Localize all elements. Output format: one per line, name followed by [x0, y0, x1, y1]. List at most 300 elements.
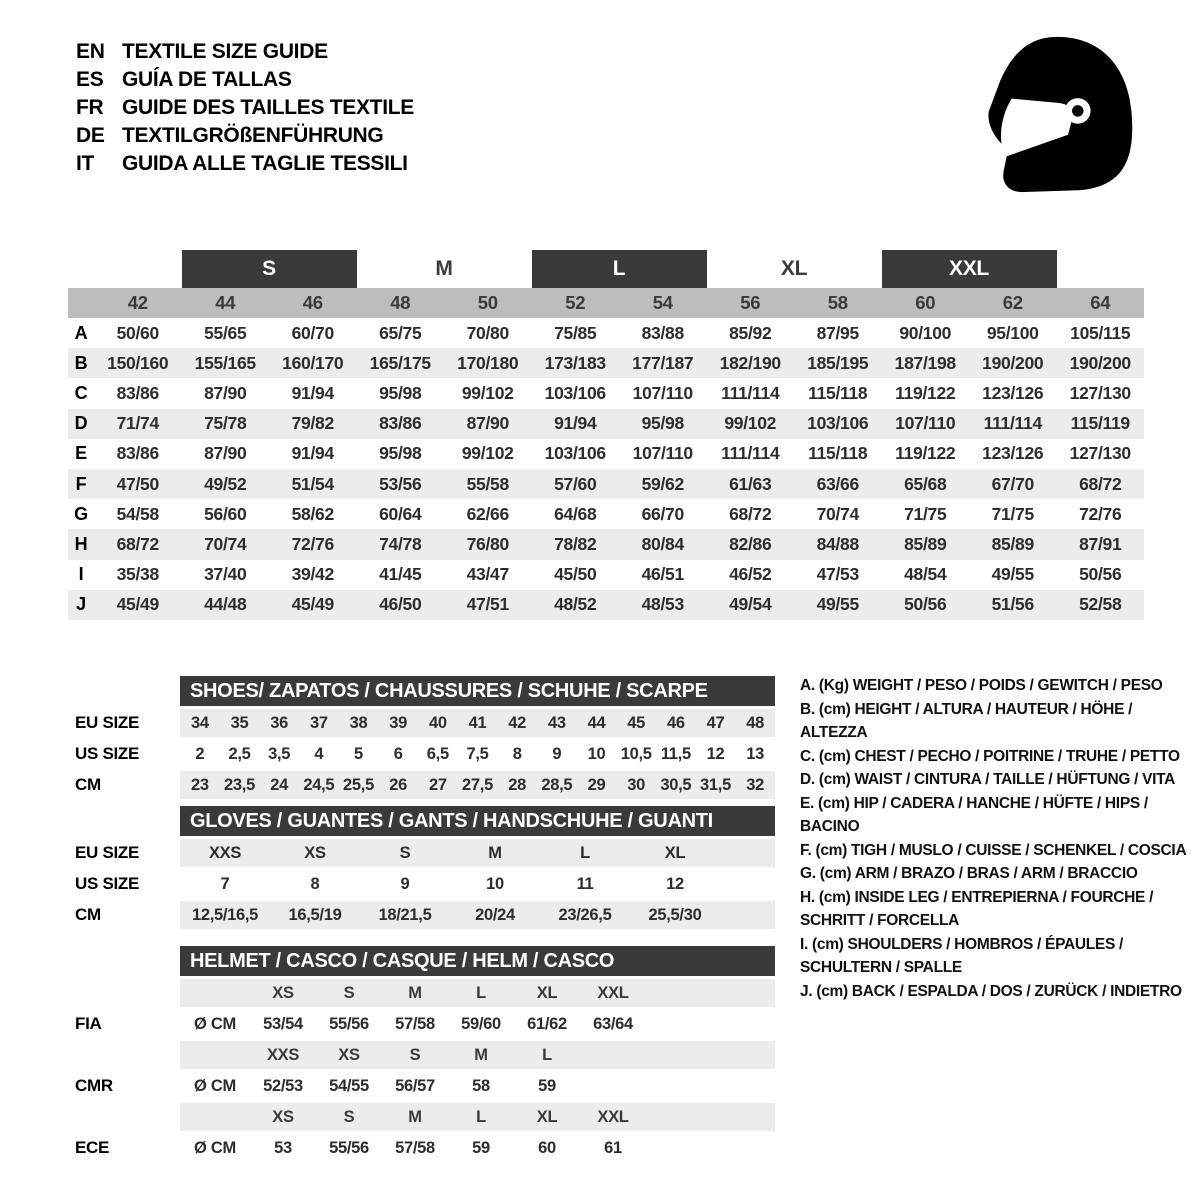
size-value: XS [304, 843, 326, 862]
numeric-size: 42 [127, 292, 148, 313]
size-value: 46/51 [641, 564, 684, 585]
size-value: 75/85 [554, 322, 597, 343]
size-value: 87/90 [204, 443, 247, 464]
size-value: 103/106 [544, 382, 606, 403]
size-value: 95/98 [379, 382, 422, 403]
language-row [76, 66, 414, 94]
size-value: 29 [587, 775, 606, 794]
size-value: 82/86 [729, 533, 772, 554]
row-values [180, 1103, 775, 1131]
helmet-size-label: M [408, 1107, 422, 1126]
numeric-size: 54 [652, 292, 673, 313]
shoes-table [75, 676, 780, 799]
size-value: 44 [587, 713, 606, 732]
size-value: 60/70 [291, 322, 334, 343]
size-value: 46/50 [379, 594, 422, 615]
size-value: 60 [538, 1138, 556, 1157]
size-value: 68/72 [116, 533, 159, 554]
size-value: 75/78 [204, 413, 247, 434]
size-value: 64/68 [554, 503, 597, 524]
size-value: 66/70 [641, 503, 684, 524]
size-value: 41/45 [379, 564, 422, 585]
language-code: DE [76, 124, 105, 147]
helmet-size-label: XXL [597, 983, 629, 1002]
size-value: 39 [389, 713, 408, 732]
size-value: XXS [208, 843, 242, 862]
numeric-size: 44 [215, 292, 236, 313]
size-value: 107/110 [895, 413, 956, 434]
size-value: 55/65 [204, 322, 247, 343]
helmet-size-label: XL [536, 983, 558, 1002]
size-value: 70/74 [204, 533, 247, 554]
size-value: 95/98 [641, 413, 684, 434]
size-value: 67/70 [991, 473, 1034, 494]
legend-item: G. (cm) ARM / BRAZO / BRAS / ARM / BRACCIO [800, 865, 1138, 882]
numeric-size: 52 [565, 292, 586, 313]
row-letter: I [78, 564, 84, 585]
table-row [75, 1010, 780, 1038]
table-row [68, 590, 1144, 620]
size-value: 45 [627, 713, 646, 732]
size-value: 90/100 [899, 322, 952, 343]
helmet-size-label: XS [338, 1045, 360, 1064]
textile-size-band [68, 288, 1144, 318]
row-values [180, 1041, 775, 1069]
size-value: 49/54 [729, 594, 772, 615]
size-value: 111/114 [721, 382, 780, 403]
diameter-unit: Ø CM [194, 1014, 236, 1033]
size-value: 53/54 [263, 1014, 303, 1033]
legend-item: J. (cm) BACK / ESPALDA / DOS / ZURÜCK / INDIETRO [800, 982, 1182, 1000]
size-value: 60/64 [379, 503, 422, 524]
helmet-size-row [75, 979, 780, 1007]
size-value: 61 [604, 1138, 622, 1157]
size-value: 26 [389, 775, 408, 794]
row-values [180, 1072, 775, 1100]
size-value: 48/53 [641, 594, 684, 615]
legend-item: A. (Kg) WEIGHT / PESO / POIDS / GEWITCH / PESO [800, 677, 1163, 694]
legend-item: C. (cm) CHEST / PECHO / POITRINE / TRUHE / PETTO [800, 747, 1180, 765]
size-value: 54/55 [329, 1076, 369, 1095]
numeric-size: 60 [915, 292, 936, 313]
size-value: 54/58 [116, 503, 159, 524]
size-value: 43 [547, 713, 566, 732]
size-value: 7,5 [466, 744, 489, 763]
size-value: S [399, 843, 411, 862]
size-value: 111/114 [721, 443, 780, 464]
row-label-spacer [75, 1103, 180, 1131]
helmet-size-label: M [474, 1045, 488, 1064]
row-label: CM [75, 775, 101, 794]
helmet-size-label: M [408, 983, 422, 1002]
size-value: 115/118 [808, 382, 868, 403]
size-value: 32 [746, 775, 765, 794]
numeric-size: 56 [740, 292, 761, 313]
size-value: 182/190 [719, 352, 781, 373]
size-value: 50/56 [1079, 564, 1122, 585]
size-value: 99/102 [461, 443, 514, 464]
size-value: 173/183 [544, 352, 606, 373]
size-value: 49/52 [204, 473, 247, 494]
size-value: 52/58 [1079, 594, 1122, 615]
size-value: 30 [627, 775, 646, 794]
size-value: 28,5 [541, 775, 573, 794]
helmet-icon-svg [972, 28, 1150, 200]
size-value: 52/53 [263, 1076, 303, 1095]
row-label: EU SIZE [75, 843, 140, 862]
table-row [68, 499, 1144, 529]
shoes-rows [75, 709, 780, 799]
size-value: 57/58 [395, 1138, 435, 1157]
size-value: 47 [706, 713, 725, 732]
size-group-label: S [182, 250, 357, 288]
size-value: 127/130 [1069, 382, 1131, 403]
size-value: 155/165 [194, 352, 256, 373]
size-value: 65/75 [379, 322, 422, 343]
numeric-size: 64 [1090, 292, 1111, 313]
size-value: 65/68 [904, 473, 947, 494]
size-value: 10,5 [620, 744, 652, 763]
size-value: 24,5 [303, 775, 335, 794]
row-label: EU SIZE [75, 713, 140, 732]
size-value: 95/98 [379, 443, 422, 464]
size-value: 91/94 [291, 443, 334, 464]
size-value: 53/56 [379, 473, 422, 494]
size-value: M [488, 843, 502, 862]
table-row [75, 709, 780, 737]
size-value: 58 [472, 1076, 490, 1095]
size-value: 165/175 [369, 352, 431, 373]
row-values [180, 740, 775, 768]
size-value: 46 [666, 713, 685, 732]
row-values [180, 709, 775, 737]
helmet-size-label: XS [272, 1107, 294, 1126]
textile-size-table [68, 250, 1144, 620]
shoes-title: SHOES/ ZAPATOS / CHAUSSURES / SCHUHE / SCARPE [180, 676, 775, 706]
row-values [180, 901, 775, 929]
size-value: 53 [274, 1138, 292, 1157]
size-value: 25,5 [343, 775, 374, 794]
size-value: 85/89 [991, 533, 1034, 554]
size-value: 190/200 [1069, 352, 1131, 373]
size-value: 16,5/19 [288, 905, 342, 924]
gloves-rows [75, 839, 780, 929]
size-value: 3,5 [268, 744, 291, 763]
table-row [75, 771, 780, 799]
size-value: 63/64 [593, 1014, 633, 1033]
size-value: 2,5 [228, 744, 251, 763]
size-value: 72/76 [291, 533, 334, 554]
helmet-size-label: L [542, 1045, 552, 1064]
size-value: 187/198 [894, 352, 956, 373]
size-value: 61/62 [527, 1014, 567, 1033]
size-value: 31,5 [700, 775, 731, 794]
size-value: 115/119 [1070, 413, 1130, 434]
helmet-size-label: S [409, 1045, 421, 1064]
size-value: 87/91 [1079, 533, 1122, 554]
size-value: 23 [190, 775, 209, 794]
helmet-title: HELMET / CASCO / CASQUE / HELM / CASCO [180, 946, 775, 976]
size-value: 46/52 [729, 564, 772, 585]
row-values [180, 771, 775, 799]
size-value: 83/86 [379, 413, 422, 434]
size-value: 76/80 [466, 533, 509, 554]
row-letter: J [76, 594, 86, 615]
diameter-unit: Ø CM [194, 1076, 236, 1095]
size-value: 127/130 [1069, 443, 1131, 464]
row-values [180, 979, 775, 1007]
size-value: 40 [428, 713, 447, 732]
language-row [76, 150, 414, 178]
size-value: 39/42 [291, 564, 334, 585]
size-value: 55/58 [466, 473, 509, 494]
row-letter: G [74, 503, 88, 524]
size-value: 38 [349, 713, 368, 732]
size-value: 11 [576, 874, 594, 893]
language-title: GUIDA ALLE TAGLIE TESSILI [122, 152, 408, 175]
numeric-size: 48 [390, 292, 411, 313]
size-value: L [580, 843, 590, 862]
row-label: US SIZE [75, 874, 140, 893]
size-value: 78/82 [554, 533, 597, 554]
size-group-label: L [532, 250, 707, 288]
size-value: 91/94 [554, 413, 597, 434]
table-row [75, 1072, 780, 1100]
size-value: 51/56 [991, 594, 1034, 615]
size-value: 10 [587, 744, 606, 763]
size-value: 27 [428, 775, 447, 794]
size-value: 20/24 [475, 905, 515, 924]
table-row [68, 439, 1144, 469]
size-value: 70/80 [466, 322, 509, 343]
size-group-label: XXL [882, 250, 1057, 288]
row-label: US SIZE [75, 744, 140, 763]
row-letter: D [74, 413, 88, 434]
size-value: 13 [746, 744, 765, 763]
size-value: 105/115 [1070, 322, 1131, 343]
table-row [75, 740, 780, 768]
legend-item: D. (cm) WAIST / CINTURA / TAILLE / HÜFTUNG / VITA [800, 771, 1176, 788]
size-value: 185/195 [807, 352, 869, 373]
row-label: CM [75, 905, 101, 924]
helmet-icon [972, 28, 1150, 200]
numeric-size: 58 [827, 292, 848, 313]
size-value: 83/86 [116, 443, 159, 464]
size-value: 87/90 [204, 382, 247, 403]
row-letter: H [74, 533, 88, 554]
size-value: 160/170 [282, 352, 344, 373]
size-value: 85/92 [729, 322, 772, 343]
standard-label: CMR [75, 1076, 113, 1095]
row-letter: E [75, 443, 87, 464]
size-value: XL [664, 843, 686, 862]
numeric-size: 46 [302, 292, 323, 313]
size-value: 57/58 [395, 1014, 435, 1033]
size-value: 107/110 [632, 382, 693, 403]
table-row [75, 870, 780, 898]
table-row [75, 839, 780, 867]
size-value: 44/48 [204, 594, 247, 615]
numeric-size: 50 [477, 292, 498, 313]
size-value: 48 [746, 713, 765, 732]
table-row [68, 560, 1144, 590]
helmet-size-label: L [476, 1107, 486, 1126]
size-value: 71/74 [116, 413, 159, 434]
gloves-title: GLOVES / GUANTES / GANTS / HANDSCHUHE / GUANTI [180, 806, 775, 836]
table-row [68, 409, 1144, 439]
size-value: 36 [270, 713, 289, 732]
size-value: 48/52 [554, 594, 597, 615]
helmet-size-label: XXS [266, 1045, 300, 1064]
size-value: 12 [706, 744, 725, 763]
size-value: 30,5 [660, 775, 692, 794]
helmet-size-row [75, 1041, 780, 1069]
helmet-size-label: XS [272, 983, 294, 1002]
legend-item: E. (cm) HIP / CADERA / HANCHE / HÜFTE / HIPS / BACINO [800, 794, 1148, 835]
size-value: 70/74 [816, 503, 859, 524]
size-value: 6,5 [426, 744, 449, 763]
language-header [76, 38, 414, 178]
row-letter: F [75, 473, 87, 494]
size-value: 42 [508, 713, 527, 732]
language-title: TEXTILE SIZE GUIDE [122, 40, 328, 63]
size-value: 91/94 [291, 382, 334, 403]
size-value: 47/53 [816, 564, 859, 585]
table-row [75, 901, 780, 929]
size-value: 56/60 [204, 503, 247, 524]
size-value: 84/88 [816, 533, 859, 554]
language-code: EN [76, 40, 105, 63]
language-title: GUÍA DE TALLAS [122, 68, 292, 91]
helmet-size-label: XL [536, 1107, 558, 1126]
size-value: 51/54 [291, 473, 334, 494]
size-value: 49/55 [816, 594, 859, 615]
size-value: 111/114 [983, 413, 1042, 434]
size-value: 119/122 [895, 443, 956, 464]
size-value: 68/72 [1079, 473, 1122, 494]
row-label-spacer [75, 1041, 180, 1069]
measurement-legend [800, 674, 1200, 1003]
standard-label: FIA [75, 1014, 102, 1033]
helmet-size-row [75, 1103, 780, 1131]
legend-item: H. (cm) INSIDE LEG / ENTREPIERNA / FOURCHE / SCHRITT / FORCELLA [800, 888, 1154, 929]
size-value: 37/40 [204, 564, 247, 585]
size-value: 34 [190, 713, 209, 732]
size-value: 56/57 [395, 1076, 435, 1095]
size-value: 103/106 [544, 443, 606, 464]
table-row [68, 348, 1144, 378]
size-value: 59 [538, 1076, 556, 1095]
legend-item: I. (cm) SHOULDERS / HOMBROS / ÉPAULES / SCHULTERN / SPALLE [800, 935, 1124, 976]
size-value: 123/126 [982, 443, 1044, 464]
size-value: 59 [472, 1138, 490, 1157]
size-value: 57/60 [554, 473, 597, 494]
helmet-table [75, 946, 780, 1162]
diameter-unit: Ø CM [194, 1138, 236, 1157]
size-value: 99/102 [461, 382, 514, 403]
size-value: 45/50 [554, 564, 597, 585]
size-value: 87/90 [466, 413, 509, 434]
language-row [76, 94, 414, 122]
row-letter: C [74, 382, 88, 403]
size-value: 12 [666, 874, 684, 893]
size-value: 7 [220, 874, 230, 893]
size-value: 119/122 [895, 382, 956, 403]
size-value: 71/75 [904, 503, 947, 524]
size-value: 74/78 [379, 533, 422, 554]
size-value: 55/56 [329, 1014, 369, 1033]
size-value: 48/54 [904, 564, 947, 585]
size-group-label: M [435, 257, 453, 280]
size-value: 47/50 [116, 473, 159, 494]
language-row [76, 38, 414, 66]
row-values [180, 870, 775, 898]
size-value: 47/51 [466, 594, 509, 615]
size-value: 95/100 [986, 322, 1039, 343]
language-code: IT [76, 152, 95, 175]
size-value: 85/89 [904, 533, 947, 554]
table-row [68, 318, 1144, 348]
numeric-size: 62 [1002, 292, 1023, 313]
size-value: 58/62 [291, 503, 334, 524]
size-value: 28 [508, 775, 527, 794]
size-value: 61/63 [729, 473, 772, 494]
standard-label: ECE [75, 1138, 110, 1157]
size-value: 50/60 [116, 322, 159, 343]
size-value: 150/160 [107, 352, 169, 373]
size-value: 115/118 [808, 443, 868, 464]
row-letter: A [74, 322, 88, 343]
helmet-size-label: S [343, 983, 355, 1002]
legend-item: B. (cm) HEIGHT / ALTURA / HAUTEUR / HÖHE / ALTEZZA [800, 700, 1133, 741]
helmet-size-label: XXL [597, 1107, 629, 1126]
row-values [180, 1010, 775, 1038]
legend-item: F. (cm) TIGH / MUSLO / CUISSE / SCHENKEL / COSCIA [800, 841, 1187, 859]
table-row [75, 1134, 780, 1162]
size-value: 99/102 [724, 413, 777, 434]
size-value: 55/56 [329, 1138, 369, 1157]
table-row [68, 378, 1144, 408]
size-value: 49/55 [991, 564, 1034, 585]
language-code: FR [76, 96, 104, 119]
row-values [180, 839, 775, 867]
size-value: 43/47 [466, 564, 509, 585]
size-value: 24 [270, 775, 289, 794]
size-value: 35/38 [116, 564, 159, 585]
language-title: GUIDE DES TAILLES TEXTILE [122, 96, 414, 119]
size-value: 83/88 [641, 322, 684, 343]
size-value: 6 [393, 744, 403, 763]
size-value: 68/72 [729, 503, 772, 524]
table-row [68, 469, 1144, 499]
size-value: 50/56 [904, 594, 947, 615]
size-value: 2 [195, 744, 205, 763]
size-value: 5 [354, 744, 363, 763]
size-value: 123/126 [982, 382, 1044, 403]
size-value: 177/187 [632, 352, 694, 373]
size-value: 10 [486, 874, 504, 893]
size-value: 12,5/16,5 [191, 905, 259, 924]
size-value: 27,5 [462, 775, 493, 794]
size-value: 23,5 [224, 775, 255, 794]
size-value: 87/95 [816, 322, 859, 343]
size-value: 83/86 [116, 382, 159, 403]
size-value: 8 [512, 744, 522, 763]
textile-rows [68, 318, 1144, 620]
helmet-size-label: S [343, 1107, 355, 1126]
size-value: 80/84 [641, 533, 684, 554]
textile-group-row [68, 250, 1144, 288]
